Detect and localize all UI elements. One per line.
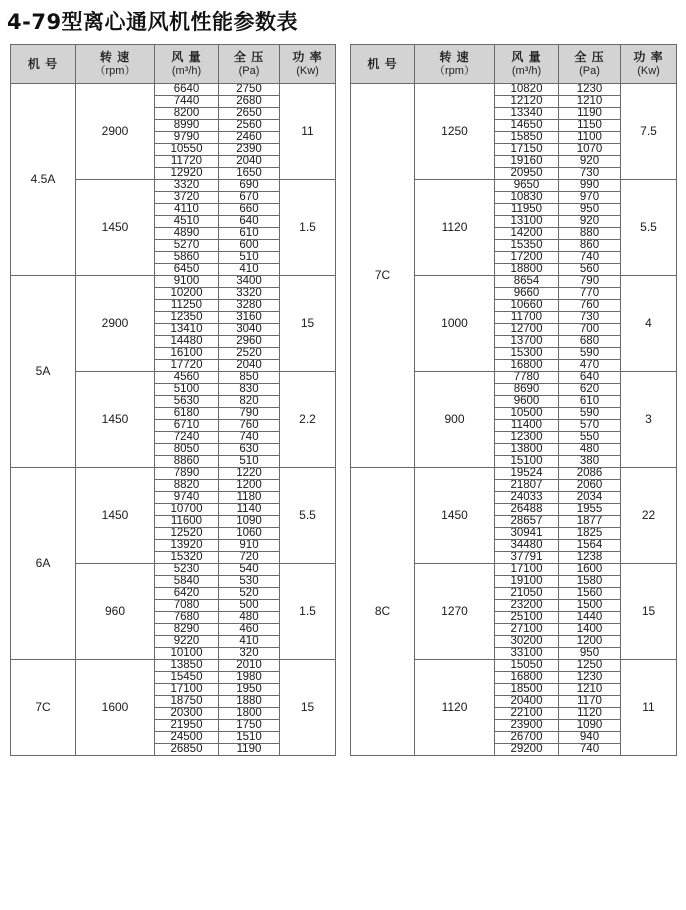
airflow-cell: 9100 <box>155 276 219 288</box>
airflow-cell: 7780 <box>495 372 559 384</box>
pressure-cell: 760 <box>559 300 621 312</box>
pressure-cell: 2040 <box>219 360 280 372</box>
airflow-cell: 5840 <box>155 576 219 588</box>
speed-cell: 960 <box>76 564 155 660</box>
model-cell: 7C <box>351 84 415 468</box>
pressure-cell: 2034 <box>559 492 621 504</box>
airflow-cell: 7680 <box>155 612 219 624</box>
pressure-cell: 2460 <box>219 132 280 144</box>
pressure-cell: 1190 <box>559 108 621 120</box>
airflow-cell: 8820 <box>155 480 219 492</box>
airflow-cell: 18500 <box>495 684 559 696</box>
pressure-cell: 600 <box>219 240 280 252</box>
pressure-cell: 470 <box>559 360 621 372</box>
pressure-cell: 1230 <box>559 672 621 684</box>
airflow-cell: 10830 <box>495 192 559 204</box>
pressure-cell: 3040 <box>219 324 280 336</box>
speed-cell: 1450 <box>76 372 155 468</box>
airflow-cell: 17720 <box>155 360 219 372</box>
pressure-cell: 1800 <box>219 708 280 720</box>
pressure-cell: 590 <box>559 348 621 360</box>
pressure-cell: 540 <box>219 564 280 576</box>
pressure-cell: 510 <box>219 456 280 468</box>
pressure-cell: 1120 <box>559 708 621 720</box>
pressure-cell: 2010 <box>219 660 280 672</box>
pressure-cell: 510 <box>219 252 280 264</box>
power-cell: 15 <box>280 276 336 372</box>
power-cell: 11 <box>621 660 677 756</box>
airflow-cell: 16800 <box>495 360 559 372</box>
airflow-cell: 3320 <box>155 180 219 192</box>
airflow-cell: 33100 <box>495 648 559 660</box>
header-airflow: 风 量 (m³/h) <box>155 45 219 84</box>
airflow-cell: 10500 <box>495 408 559 420</box>
airflow-cell: 17150 <box>495 144 559 156</box>
airflow-cell: 5270 <box>155 240 219 252</box>
airflow-cell: 21050 <box>495 588 559 600</box>
header-pressure: 全 压 (Pa) <box>559 45 621 84</box>
pressure-cell: 680 <box>559 336 621 348</box>
airflow-cell: 8654 <box>495 276 559 288</box>
pressure-cell: 820 <box>219 396 280 408</box>
pressure-cell: 320 <box>219 648 280 660</box>
pressure-cell: 940 <box>559 732 621 744</box>
power-cell: 7.5 <box>621 84 677 180</box>
pressure-cell: 1440 <box>559 612 621 624</box>
pressure-cell: 1210 <box>559 96 621 108</box>
airflow-cell: 6640 <box>155 84 219 96</box>
speed-cell: 1120 <box>415 180 495 276</box>
airflow-cell: 12920 <box>155 168 219 180</box>
header-model: 机 号 <box>11 45 76 84</box>
airflow-cell: 15850 <box>495 132 559 144</box>
airflow-cell: 30941 <box>495 528 559 540</box>
airflow-cell: 11250 <box>155 300 219 312</box>
airflow-cell: 15100 <box>495 456 559 468</box>
pressure-cell: 2560 <box>219 120 280 132</box>
airflow-cell: 22100 <box>495 708 559 720</box>
airflow-cell: 15450 <box>155 672 219 684</box>
airflow-cell: 34480 <box>495 540 559 552</box>
pressure-cell: 990 <box>559 180 621 192</box>
airflow-cell: 13700 <box>495 336 559 348</box>
speed-cell: 2900 <box>76 84 155 180</box>
pressure-cell: 1250 <box>559 660 621 672</box>
model-cell: 5A <box>11 276 76 468</box>
table-row <box>351 84 677 96</box>
pressure-cell: 1950 <box>219 684 280 696</box>
pressure-cell: 520 <box>219 588 280 600</box>
pressure-cell: 740 <box>219 432 280 444</box>
pressure-cell: 950 <box>559 648 621 660</box>
airflow-cell: 30200 <box>495 636 559 648</box>
airflow-cell: 6420 <box>155 588 219 600</box>
pressure-cell: 1564 <box>559 540 621 552</box>
pressure-cell: 410 <box>219 264 280 276</box>
airflow-cell: 15300 <box>495 348 559 360</box>
pressure-cell: 620 <box>559 384 621 396</box>
left-performance-table <box>10 44 336 756</box>
airflow-cell: 13340 <box>495 108 559 120</box>
pressure-cell: 760 <box>219 420 280 432</box>
airflow-cell: 7240 <box>155 432 219 444</box>
table-row <box>11 276 336 288</box>
model-cell: 4.5A <box>11 84 76 276</box>
airflow-cell: 10820 <box>495 84 559 96</box>
pressure-cell: 630 <box>219 444 280 456</box>
pressure-cell: 920 <box>559 216 621 228</box>
pressure-cell: 910 <box>219 540 280 552</box>
pressure-cell: 1090 <box>559 720 621 732</box>
pressure-cell: 1750 <box>219 720 280 732</box>
model-cell: 7C <box>11 660 76 756</box>
airflow-cell: 19100 <box>495 576 559 588</box>
pressure-cell: 560 <box>559 264 621 276</box>
header-model: 机 号 <box>351 45 415 84</box>
power-cell: 1.5 <box>280 180 336 276</box>
pressure-cell: 3400 <box>219 276 280 288</box>
pressure-cell: 550 <box>559 432 621 444</box>
pressure-cell: 1877 <box>559 516 621 528</box>
pressure-cell: 2040 <box>219 156 280 168</box>
airflow-cell: 13800 <box>495 444 559 456</box>
airflow-cell: 13100 <box>495 216 559 228</box>
pressure-cell: 740 <box>559 252 621 264</box>
speed-cell: 2900 <box>76 276 155 372</box>
airflow-cell: 25100 <box>495 612 559 624</box>
speed-cell: 1450 <box>76 180 155 276</box>
airflow-cell: 26488 <box>495 504 559 516</box>
header-speed: 转 速 （rpm） <box>76 45 155 84</box>
pressure-cell: 1560 <box>559 588 621 600</box>
pressure-cell: 1650 <box>219 168 280 180</box>
pressure-cell: 1070 <box>559 144 621 156</box>
power-cell: 5.5 <box>280 468 336 564</box>
airflow-cell: 11400 <box>495 420 559 432</box>
pressure-cell: 570 <box>559 420 621 432</box>
pressure-cell: 1980 <box>219 672 280 684</box>
pressure-cell: 1140 <box>219 504 280 516</box>
pressure-cell: 720 <box>219 552 280 564</box>
airflow-cell: 23200 <box>495 600 559 612</box>
pressure-cell: 1100 <box>559 132 621 144</box>
airflow-cell: 5230 <box>155 564 219 576</box>
airflow-cell: 18800 <box>495 264 559 276</box>
pressure-cell: 790 <box>559 276 621 288</box>
power-cell: 4 <box>621 276 677 372</box>
pressure-cell: 500 <box>219 600 280 612</box>
airflow-cell: 14480 <box>155 336 219 348</box>
pressure-cell: 1210 <box>559 684 621 696</box>
pressure-cell: 860 <box>559 240 621 252</box>
pressure-cell: 2960 <box>219 336 280 348</box>
pressure-cell: 880 <box>559 228 621 240</box>
pressure-cell: 3280 <box>219 300 280 312</box>
pressure-cell: 790 <box>219 408 280 420</box>
airflow-cell: 4110 <box>155 204 219 216</box>
speed-cell: 900 <box>415 372 495 468</box>
airflow-cell: 26700 <box>495 732 559 744</box>
airflow-cell: 13850 <box>155 660 219 672</box>
airflow-cell: 10100 <box>155 648 219 660</box>
pressure-cell: 480 <box>219 612 280 624</box>
pressure-cell: 3160 <box>219 312 280 324</box>
pressure-cell: 2750 <box>219 84 280 96</box>
model-cell: 8C <box>351 468 415 756</box>
pressure-cell: 410 <box>219 636 280 648</box>
airflow-cell: 18750 <box>155 696 219 708</box>
speed-cell: 1000 <box>415 276 495 372</box>
pressure-cell: 1955 <box>559 504 621 516</box>
pressure-cell: 480 <box>559 444 621 456</box>
airflow-cell: 4890 <box>155 228 219 240</box>
pressure-cell: 1500 <box>559 600 621 612</box>
pressure-cell: 1510 <box>219 732 280 744</box>
airflow-cell: 37791 <box>495 552 559 564</box>
pressure-cell: 1880 <box>219 696 280 708</box>
pressure-cell: 2650 <box>219 108 280 120</box>
airflow-cell: 12300 <box>495 432 559 444</box>
airflow-cell: 16100 <box>155 348 219 360</box>
pressure-cell: 1825 <box>559 528 621 540</box>
airflow-cell: 12700 <box>495 324 559 336</box>
airflow-cell: 26850 <box>155 744 219 756</box>
power-cell: 2.2 <box>280 372 336 468</box>
power-cell: 1.5 <box>280 564 336 660</box>
pressure-cell: 1200 <box>559 636 621 648</box>
airflow-cell: 6180 <box>155 408 219 420</box>
header-power: 功 率 (Kw) <box>280 45 336 84</box>
airflow-cell: 13410 <box>155 324 219 336</box>
model-cell: 6A <box>11 468 76 660</box>
airflow-cell: 14200 <box>495 228 559 240</box>
airflow-cell: 19524 <box>495 468 559 480</box>
airflow-cell: 23900 <box>495 720 559 732</box>
power-cell: 11 <box>280 84 336 180</box>
power-cell: 15 <box>280 660 336 756</box>
airflow-cell: 9650 <box>495 180 559 192</box>
pressure-cell: 700 <box>559 324 621 336</box>
airflow-cell: 11950 <box>495 204 559 216</box>
airflow-cell: 17100 <box>495 564 559 576</box>
pressure-cell: 920 <box>559 156 621 168</box>
airflow-cell: 10660 <box>495 300 559 312</box>
pressure-cell: 2680 <box>219 96 280 108</box>
pressure-cell: 1150 <box>559 120 621 132</box>
pressure-cell: 610 <box>219 228 280 240</box>
power-cell: 15 <box>621 564 677 660</box>
airflow-cell: 5860 <box>155 252 219 264</box>
pressure-cell: 1180 <box>219 492 280 504</box>
pressure-cell: 660 <box>219 204 280 216</box>
airflow-cell: 13920 <box>155 540 219 552</box>
airflow-cell: 4510 <box>155 216 219 228</box>
airflow-cell: 8050 <box>155 444 219 456</box>
airflow-cell: 7440 <box>155 96 219 108</box>
pressure-cell: 1190 <box>219 744 280 756</box>
airflow-cell: 15320 <box>155 552 219 564</box>
airflow-cell: 24500 <box>155 732 219 744</box>
airflow-cell: 11600 <box>155 516 219 528</box>
pressure-cell: 670 <box>219 192 280 204</box>
page-title: 4-79型离心通风机性能参数表 <box>7 10 299 34</box>
airflow-cell: 19160 <box>495 156 559 168</box>
pressure-cell: 460 <box>219 624 280 636</box>
pressure-cell: 2520 <box>219 348 280 360</box>
table-row <box>11 84 336 96</box>
airflow-cell: 6710 <box>155 420 219 432</box>
pressure-cell: 590 <box>559 408 621 420</box>
speed-cell: 1270 <box>415 564 495 660</box>
airflow-cell: 20950 <box>495 168 559 180</box>
airflow-cell: 5630 <box>155 396 219 408</box>
pressure-cell: 2086 <box>559 468 621 480</box>
pressure-cell: 380 <box>559 456 621 468</box>
pressure-cell: 640 <box>559 372 621 384</box>
pressure-cell: 830 <box>219 384 280 396</box>
pressure-cell: 1220 <box>219 468 280 480</box>
airflow-cell: 12520 <box>155 528 219 540</box>
airflow-cell: 21950 <box>155 720 219 732</box>
speed-cell: 1450 <box>415 468 495 564</box>
airflow-cell: 14650 <box>495 120 559 132</box>
pressure-cell: 950 <box>559 204 621 216</box>
pressure-cell: 1170 <box>559 696 621 708</box>
airflow-cell: 17100 <box>155 684 219 696</box>
airflow-cell: 10700 <box>155 504 219 516</box>
pressure-cell: 740 <box>559 744 621 756</box>
airflow-cell: 9740 <box>155 492 219 504</box>
table-row <box>351 468 677 480</box>
airflow-cell: 11700 <box>495 312 559 324</box>
speed-cell: 1250 <box>415 84 495 180</box>
pressure-cell: 1060 <box>219 528 280 540</box>
header-airflow: 风 量 (m³/h) <box>495 45 559 84</box>
pressure-cell: 610 <box>559 396 621 408</box>
airflow-cell: 9790 <box>155 132 219 144</box>
airflow-cell: 4560 <box>155 372 219 384</box>
power-cell: 22 <box>621 468 677 564</box>
pressure-cell: 3320 <box>219 288 280 300</box>
pressure-cell: 730 <box>559 168 621 180</box>
pressure-cell: 850 <box>219 372 280 384</box>
airflow-cell: 12350 <box>155 312 219 324</box>
table-row <box>11 468 336 480</box>
airflow-cell: 11720 <box>155 156 219 168</box>
airflow-cell: 8290 <box>155 624 219 636</box>
airflow-cell: 7890 <box>155 468 219 480</box>
speed-cell: 1120 <box>415 660 495 756</box>
pressure-cell: 2390 <box>219 144 280 156</box>
pressure-cell: 640 <box>219 216 280 228</box>
airflow-cell: 8860 <box>155 456 219 468</box>
pressure-cell: 1090 <box>219 516 280 528</box>
airflow-cell: 20300 <box>155 708 219 720</box>
pressure-cell: 970 <box>559 192 621 204</box>
airflow-cell: 8200 <box>155 108 219 120</box>
header-power: 功 率 (Kw) <box>621 45 677 84</box>
airflow-cell: 15050 <box>495 660 559 672</box>
power-cell: 3 <box>621 372 677 468</box>
airflow-cell: 9220 <box>155 636 219 648</box>
airflow-cell: 28657 <box>495 516 559 528</box>
pressure-cell: 1400 <box>559 624 621 636</box>
header-speed: 转 速 （rpm） <box>415 45 495 84</box>
pressure-cell: 1200 <box>219 480 280 492</box>
airflow-cell: 20400 <box>495 696 559 708</box>
airflow-cell: 8690 <box>495 384 559 396</box>
airflow-cell: 9660 <box>495 288 559 300</box>
airflow-cell: 9600 <box>495 396 559 408</box>
power-cell: 5.5 <box>621 180 677 276</box>
airflow-cell: 10550 <box>155 144 219 156</box>
airflow-cell: 29200 <box>495 744 559 756</box>
pressure-cell: 530 <box>219 576 280 588</box>
right-performance-table <box>350 44 677 756</box>
pressure-cell: 2060 <box>559 480 621 492</box>
pressure-cell: 730 <box>559 312 621 324</box>
airflow-cell: 5100 <box>155 384 219 396</box>
pressure-cell: 770 <box>559 288 621 300</box>
pressure-cell: 1238 <box>559 552 621 564</box>
airflow-cell: 27100 <box>495 624 559 636</box>
airflow-cell: 16800 <box>495 672 559 684</box>
airflow-cell: 12120 <box>495 96 559 108</box>
airflow-cell: 6450 <box>155 264 219 276</box>
pressure-cell: 1600 <box>559 564 621 576</box>
speed-cell: 1450 <box>76 468 155 564</box>
table-row <box>11 660 336 672</box>
airflow-cell: 8990 <box>155 120 219 132</box>
header-pressure: 全 压 (Pa) <box>219 45 280 84</box>
pressure-cell: 1230 <box>559 84 621 96</box>
airflow-cell: 7080 <box>155 600 219 612</box>
airflow-cell: 3720 <box>155 192 219 204</box>
airflow-cell: 15350 <box>495 240 559 252</box>
pressure-cell: 1580 <box>559 576 621 588</box>
airflow-cell: 24033 <box>495 492 559 504</box>
airflow-cell: 21807 <box>495 480 559 492</box>
airflow-cell: 10200 <box>155 288 219 300</box>
airflow-cell: 17200 <box>495 252 559 264</box>
speed-cell: 1600 <box>76 660 155 756</box>
pressure-cell: 690 <box>219 180 280 192</box>
